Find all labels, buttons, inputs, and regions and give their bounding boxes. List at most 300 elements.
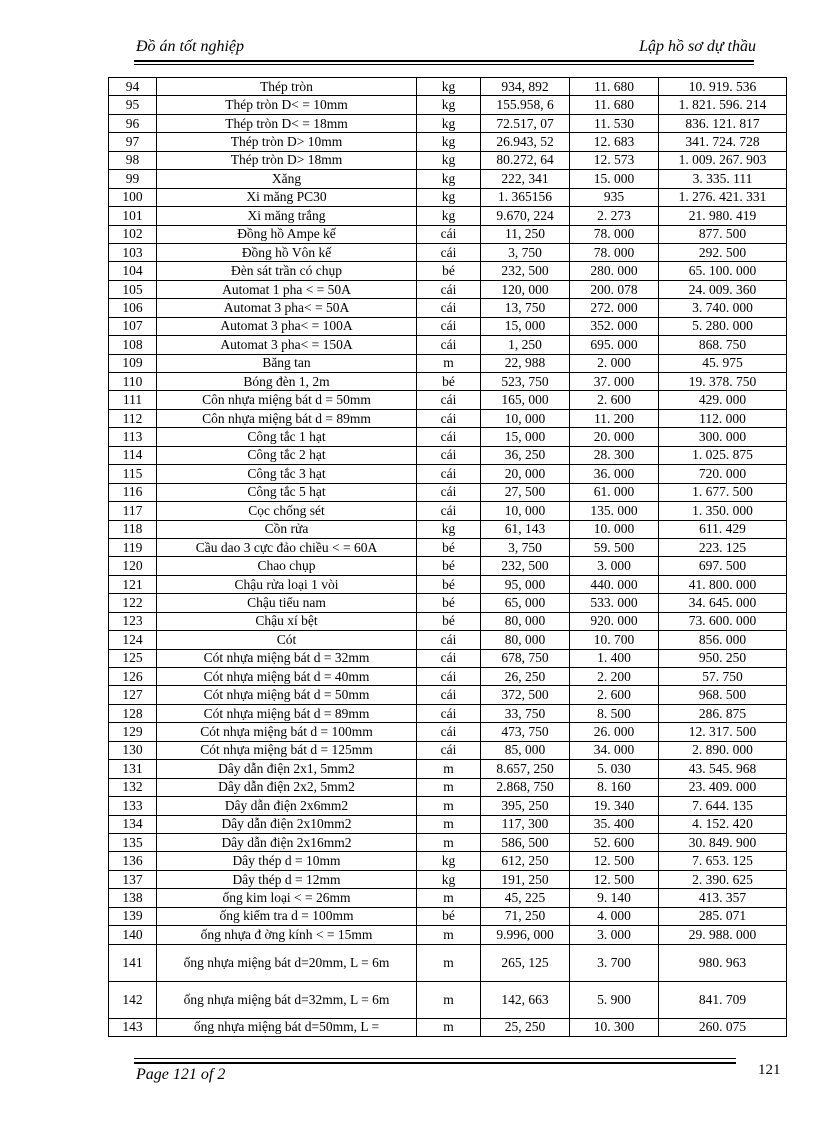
unit-cell: cái xyxy=(417,502,481,520)
row-number-cell: 99 xyxy=(109,170,157,188)
unit-price-cell: 11. 530 xyxy=(570,114,659,132)
row-number-cell: 136 xyxy=(109,852,157,870)
row-number-cell: 128 xyxy=(109,704,157,722)
unit-cell: cái xyxy=(417,280,481,298)
quantity-cell: 117, 300 xyxy=(481,815,570,833)
unit-price-cell: 11. 680 xyxy=(570,78,659,96)
total-amount-cell: 836. 121. 817 xyxy=(659,114,787,132)
table-row xyxy=(109,944,787,981)
quantity-cell: 142, 663 xyxy=(481,981,570,1018)
quantity-cell: 27, 500 xyxy=(481,483,570,501)
quantity-cell: 15, 000 xyxy=(481,317,570,335)
unit-cell: kg xyxy=(417,96,481,114)
table-row xyxy=(109,446,787,464)
quantity-cell: 3, 750 xyxy=(481,243,570,261)
total-amount-cell: 286. 875 xyxy=(659,704,787,722)
total-amount-cell: 112. 000 xyxy=(659,409,787,427)
table-row xyxy=(109,723,787,741)
row-number-cell: 120 xyxy=(109,557,157,575)
row-number-cell: 142 xyxy=(109,981,157,1018)
unit-price-cell: 15. 000 xyxy=(570,170,659,188)
quantity-cell: 8.657, 250 xyxy=(481,760,570,778)
unit-cell: cái xyxy=(417,668,481,686)
unit-cell: bé xyxy=(417,373,481,391)
table-row xyxy=(109,188,787,206)
total-amount-cell: 429. 000 xyxy=(659,391,787,409)
material-name-cell: Automat 1 pha < = 50A xyxy=(157,280,417,298)
table-row xyxy=(109,373,787,391)
material-name-cell: Cót nhựa miệng bát d = 50mm xyxy=(157,686,417,704)
table-row xyxy=(109,538,787,556)
material-name-cell: Automat 3 pha< = 100A xyxy=(157,317,417,335)
total-amount-cell: 300. 000 xyxy=(659,428,787,446)
unit-price-cell: 36. 000 xyxy=(570,465,659,483)
unit-cell: cái xyxy=(417,243,481,261)
quantity-cell: 232, 500 xyxy=(481,262,570,280)
material-name-cell: Dây dẫn điện 2x6mm2 xyxy=(157,797,417,815)
unit-price-cell: 35. 400 xyxy=(570,815,659,833)
unit-price-cell: 2. 000 xyxy=(570,354,659,372)
material-name-cell: Công tắc 3 hạt xyxy=(157,465,417,483)
unit-cell: cái xyxy=(417,723,481,741)
row-number-cell: 112 xyxy=(109,409,157,427)
unit-cell: m xyxy=(417,797,481,815)
material-name-cell: ống nhựa miệng bát d=32mm, L = 6m xyxy=(157,981,417,1018)
quantity-cell: 191, 250 xyxy=(481,870,570,888)
total-amount-cell: 413. 357 xyxy=(659,889,787,907)
table-row xyxy=(109,1018,787,1036)
quantity-cell: 45, 225 xyxy=(481,889,570,907)
unit-cell: cái xyxy=(417,336,481,354)
quantity-cell: 934, 892 xyxy=(481,78,570,96)
total-amount-cell: 23. 409. 000 xyxy=(659,778,787,796)
total-amount-cell: 21. 980. 419 xyxy=(659,207,787,225)
quantity-cell: 165, 000 xyxy=(481,391,570,409)
row-number-cell: 113 xyxy=(109,428,157,446)
row-number-cell: 141 xyxy=(109,944,157,981)
material-name-cell: Cọc chống sét xyxy=(157,502,417,520)
table-row xyxy=(109,612,787,630)
unit-cell: cái xyxy=(417,446,481,464)
table-row xyxy=(109,391,787,409)
unit-price-cell: 52. 600 xyxy=(570,833,659,851)
quantity-cell: 80, 000 xyxy=(481,612,570,630)
table-row xyxy=(109,926,787,944)
material-name-cell: Thép tròn xyxy=(157,78,417,96)
total-amount-cell: 1. 821. 596. 214 xyxy=(659,96,787,114)
row-number-cell: 109 xyxy=(109,354,157,372)
row-number-cell: 104 xyxy=(109,262,157,280)
table-row xyxy=(109,649,787,667)
quantity-cell: 95, 000 xyxy=(481,575,570,593)
row-number-cell: 118 xyxy=(109,520,157,538)
quantity-cell: 22, 988 xyxy=(481,354,570,372)
material-name-cell: ống nhựa miệng bát d=50mm, L = xyxy=(157,1018,417,1036)
unit-price-cell: 4. 000 xyxy=(570,907,659,925)
row-number-cell: 123 xyxy=(109,612,157,630)
total-amount-cell: 292. 500 xyxy=(659,243,787,261)
unit-cell: kg xyxy=(417,170,481,188)
unit-price-cell: 34. 000 xyxy=(570,741,659,759)
material-name-cell: Dây thép d = 12mm xyxy=(157,870,417,888)
row-number-cell: 100 xyxy=(109,188,157,206)
quantity-cell: 65, 000 xyxy=(481,594,570,612)
unit-cell: bé xyxy=(417,538,481,556)
material-name-cell: Chậu tiểu nam xyxy=(157,594,417,612)
total-amount-cell: 29. 988. 000 xyxy=(659,926,787,944)
row-number-cell: 138 xyxy=(109,889,157,907)
row-number-cell: 137 xyxy=(109,870,157,888)
material-name-cell: Chậu xí bệt xyxy=(157,612,417,630)
unit-price-cell: 78. 000 xyxy=(570,243,659,261)
total-amount-cell: 3. 335. 111 xyxy=(659,170,787,188)
total-amount-cell: 7. 644. 135 xyxy=(659,797,787,815)
unit-price-cell: 2. 600 xyxy=(570,391,659,409)
unit-price-cell: 2. 200 xyxy=(570,668,659,686)
quantity-cell: 15, 000 xyxy=(481,428,570,446)
materials-table-body xyxy=(109,78,787,1037)
quantity-cell: 9.996, 000 xyxy=(481,926,570,944)
table-row xyxy=(109,981,787,1018)
quantity-cell: 85, 000 xyxy=(481,741,570,759)
header-document-title: Đồ án tốt nghiệp xyxy=(136,38,244,55)
unit-cell: cái xyxy=(417,631,481,649)
quantity-cell: 80.272, 64 xyxy=(481,151,570,169)
unit-cell: bé xyxy=(417,907,481,925)
total-amount-cell: 10. 919. 536 xyxy=(659,78,787,96)
table-row xyxy=(109,483,787,501)
quantity-cell: 232, 500 xyxy=(481,557,570,575)
row-number-cell: 94 xyxy=(109,78,157,96)
material-name-cell: Cót nhựa miệng bát d = 32mm xyxy=(157,649,417,667)
unit-cell: bé xyxy=(417,557,481,575)
quantity-cell: 80, 000 xyxy=(481,631,570,649)
material-name-cell: Đèn sát trần có chụp xyxy=(157,262,417,280)
quantity-cell: 395, 250 xyxy=(481,797,570,815)
table-row xyxy=(109,317,787,335)
table-row xyxy=(109,299,787,317)
row-number-cell: 131 xyxy=(109,760,157,778)
unit-price-cell: 20. 000 xyxy=(570,428,659,446)
total-amount-cell: 3. 740. 000 xyxy=(659,299,787,317)
unit-cell: m xyxy=(417,889,481,907)
unit-cell: bé xyxy=(417,575,481,593)
material-name-cell: Cót nhựa miệng bát d = 40mm xyxy=(157,668,417,686)
unit-price-cell: 695. 000 xyxy=(570,336,659,354)
unit-cell: cái xyxy=(417,741,481,759)
unit-cell: cái xyxy=(417,317,481,335)
material-name-cell: Đồng hồ Vôn kế xyxy=(157,243,417,261)
table-row xyxy=(109,336,787,354)
unit-price-cell: 3. 000 xyxy=(570,926,659,944)
unit-price-cell: 78. 000 xyxy=(570,225,659,243)
row-number-cell: 111 xyxy=(109,391,157,409)
unit-price-cell: 11. 680 xyxy=(570,96,659,114)
table-row xyxy=(109,889,787,907)
unit-cell: kg xyxy=(417,870,481,888)
footer-page-number: 121 xyxy=(758,1062,781,1078)
unit-cell: cái xyxy=(417,465,481,483)
material-name-cell: ống nhựa miệng bát d=20mm, L = 6m xyxy=(157,944,417,981)
row-number-cell: 103 xyxy=(109,243,157,261)
total-amount-cell: 856. 000 xyxy=(659,631,787,649)
row-number-cell: 116 xyxy=(109,483,157,501)
quantity-cell: 25, 250 xyxy=(481,1018,570,1036)
row-number-cell: 125 xyxy=(109,649,157,667)
unit-price-cell: 12. 500 xyxy=(570,870,659,888)
table-row xyxy=(109,760,787,778)
row-number-cell: 102 xyxy=(109,225,157,243)
total-amount-cell: 2. 890. 000 xyxy=(659,741,787,759)
material-name-cell: Dây dẫn điện 2x2, 5mm2 xyxy=(157,778,417,796)
total-amount-cell: 950. 250 xyxy=(659,649,787,667)
unit-cell: kg xyxy=(417,188,481,206)
unit-cell: cái xyxy=(417,649,481,667)
table-row xyxy=(109,815,787,833)
unit-price-cell: 5. 030 xyxy=(570,760,659,778)
unit-cell: bé xyxy=(417,262,481,280)
material-name-cell: Thép tròn D< = 18mm xyxy=(157,114,417,132)
total-amount-cell: 19. 378. 750 xyxy=(659,373,787,391)
total-amount-cell: 73. 600. 000 xyxy=(659,612,787,630)
material-name-cell: ống kiểm tra d = 100mm xyxy=(157,907,417,925)
total-amount-cell: 697. 500 xyxy=(659,557,787,575)
row-number-cell: 95 xyxy=(109,96,157,114)
row-number-cell: 124 xyxy=(109,631,157,649)
total-amount-cell: 34. 645. 000 xyxy=(659,594,787,612)
total-amount-cell: 868. 750 xyxy=(659,336,787,354)
total-amount-cell: 877. 500 xyxy=(659,225,787,243)
quantity-cell: 61, 143 xyxy=(481,520,570,538)
unit-price-cell: 1. 400 xyxy=(570,649,659,667)
total-amount-cell: 1. 009. 267. 903 xyxy=(659,151,787,169)
material-name-cell: ống kim loại < = 26mm xyxy=(157,889,417,907)
quantity-cell: 586, 500 xyxy=(481,833,570,851)
unit-price-cell: 61. 000 xyxy=(570,483,659,501)
quantity-cell: 26, 250 xyxy=(481,668,570,686)
unit-price-cell: 12. 500 xyxy=(570,852,659,870)
material-name-cell: Đồng hồ Ampe kế xyxy=(157,225,417,243)
row-number-cell: 132 xyxy=(109,778,157,796)
row-number-cell: 101 xyxy=(109,207,157,225)
material-name-cell: Cót nhựa miệng bát d = 89mm xyxy=(157,704,417,722)
table-row xyxy=(109,465,787,483)
quantity-cell: 265, 125 xyxy=(481,944,570,981)
table-row xyxy=(109,741,787,759)
material-name-cell: Dây thép d = 10mm xyxy=(157,852,417,870)
row-number-cell: 115 xyxy=(109,465,157,483)
unit-price-cell: 352. 000 xyxy=(570,317,659,335)
material-name-cell: Xăng xyxy=(157,170,417,188)
material-name-cell: Cầu dao 3 cực đảo chiều < = 60A xyxy=(157,538,417,556)
materials-table xyxy=(108,77,787,1037)
unit-cell: m xyxy=(417,778,481,796)
material-name-cell: Dây dẫn điện 2x10mm2 xyxy=(157,815,417,833)
unit-cell: cái xyxy=(417,391,481,409)
total-amount-cell: 720. 000 xyxy=(659,465,787,483)
row-number-cell: 97 xyxy=(109,133,157,151)
row-number-cell: 119 xyxy=(109,538,157,556)
quantity-cell: 13, 750 xyxy=(481,299,570,317)
total-amount-cell: 968. 500 xyxy=(659,686,787,704)
row-number-cell: 140 xyxy=(109,926,157,944)
unit-price-cell: 200. 078 xyxy=(570,280,659,298)
quantity-cell: 120, 000 xyxy=(481,280,570,298)
table-row xyxy=(109,907,787,925)
row-number-cell: 143 xyxy=(109,1018,157,1036)
unit-cell: kg xyxy=(417,78,481,96)
total-amount-cell: 223. 125 xyxy=(659,538,787,556)
row-number-cell: 96 xyxy=(109,114,157,132)
material-name-cell: Xi măng trắng xyxy=(157,207,417,225)
table-row xyxy=(109,354,787,372)
unit-price-cell: 3. 700 xyxy=(570,944,659,981)
table-row xyxy=(109,409,787,427)
row-number-cell: 106 xyxy=(109,299,157,317)
quantity-cell: 9.670, 224 xyxy=(481,207,570,225)
material-name-cell: Băng tan xyxy=(157,354,417,372)
unit-price-cell: 280. 000 xyxy=(570,262,659,280)
unit-price-cell: 8. 160 xyxy=(570,778,659,796)
table-row xyxy=(109,686,787,704)
quantity-cell: 10, 000 xyxy=(481,409,570,427)
header-section-title: Lập hồ sơ dự thầu xyxy=(639,38,756,55)
table-row xyxy=(109,262,787,280)
table-row xyxy=(109,797,787,815)
total-amount-cell: 1. 025. 875 xyxy=(659,446,787,464)
row-number-cell: 135 xyxy=(109,833,157,851)
quantity-cell: 20, 000 xyxy=(481,465,570,483)
unit-cell: m xyxy=(417,944,481,981)
total-amount-cell: 43. 545. 968 xyxy=(659,760,787,778)
material-name-cell: Cồn rửa xyxy=(157,520,417,538)
unit-price-cell: 533. 000 xyxy=(570,594,659,612)
footer-rule xyxy=(134,1062,736,1064)
table-row xyxy=(109,575,787,593)
unit-price-cell: 935 xyxy=(570,188,659,206)
table-row xyxy=(109,833,787,851)
total-amount-cell: 1. 677. 500 xyxy=(659,483,787,501)
header-rule xyxy=(134,60,754,62)
material-name-cell: Cót nhựa miệng bát d = 125mm xyxy=(157,741,417,759)
total-amount-cell: 24. 009. 360 xyxy=(659,280,787,298)
table-row xyxy=(109,133,787,151)
table-row xyxy=(109,870,787,888)
unit-price-cell: 8. 500 xyxy=(570,704,659,722)
row-number-cell: 130 xyxy=(109,741,157,759)
unit-price-cell: 440. 000 xyxy=(570,575,659,593)
table-row xyxy=(109,557,787,575)
unit-cell: bé xyxy=(417,612,481,630)
table-row xyxy=(109,778,787,796)
table-row xyxy=(109,631,787,649)
row-number-cell: 134 xyxy=(109,815,157,833)
unit-cell: cái xyxy=(417,428,481,446)
total-amount-cell: 285. 071 xyxy=(659,907,787,925)
unit-price-cell: 10. 700 xyxy=(570,631,659,649)
unit-price-cell: 28. 300 xyxy=(570,446,659,464)
table-row xyxy=(109,78,787,96)
row-number-cell: 126 xyxy=(109,668,157,686)
material-name-cell: Xi măng PC30 xyxy=(157,188,417,206)
quantity-cell: 473, 750 xyxy=(481,723,570,741)
quantity-cell: 372, 500 xyxy=(481,686,570,704)
material-name-cell: ống nhựa đ ờng kính < = 15mm xyxy=(157,926,417,944)
unit-cell: m xyxy=(417,354,481,372)
material-name-cell: Cót nhựa miệng bát d = 100mm xyxy=(157,723,417,741)
material-name-cell: Cót xyxy=(157,631,417,649)
unit-price-cell: 920. 000 xyxy=(570,612,659,630)
material-name-cell: Bóng đèn 1, 2m xyxy=(157,373,417,391)
material-name-cell: Công tắc 2 hạt xyxy=(157,446,417,464)
quantity-cell: 11, 250 xyxy=(481,225,570,243)
material-name-cell: Côn nhựa miệng bát d = 50mm xyxy=(157,391,417,409)
row-number-cell: 133 xyxy=(109,797,157,815)
table-row xyxy=(109,225,787,243)
material-name-cell: Dây dẫn điện 2x16mm2 xyxy=(157,833,417,851)
unit-cell: kg xyxy=(417,133,481,151)
unit-cell: m xyxy=(417,815,481,833)
unit-price-cell: 19. 340 xyxy=(570,797,659,815)
row-number-cell: 114 xyxy=(109,446,157,464)
quantity-cell: 1. 365156 xyxy=(481,188,570,206)
quantity-cell: 222, 341 xyxy=(481,170,570,188)
table-row xyxy=(109,594,787,612)
unit-cell: cái xyxy=(417,704,481,722)
unit-price-cell: 37. 000 xyxy=(570,373,659,391)
row-number-cell: 108 xyxy=(109,336,157,354)
material-name-cell: Thép tròn D< = 10mm xyxy=(157,96,417,114)
footer-page-label: Page 121 of 2 xyxy=(136,1066,226,1083)
unit-cell: kg xyxy=(417,114,481,132)
total-amount-cell: 7. 653. 125 xyxy=(659,852,787,870)
unit-cell: m xyxy=(417,1018,481,1036)
total-amount-cell: 5. 280. 000 xyxy=(659,317,787,335)
table-row xyxy=(109,852,787,870)
unit-price-cell: 10. 300 xyxy=(570,1018,659,1036)
unit-cell: bé xyxy=(417,594,481,612)
footer-rule-thin xyxy=(134,1058,736,1059)
quantity-cell: 26.943, 52 xyxy=(481,133,570,151)
quantity-cell: 612, 250 xyxy=(481,852,570,870)
material-name-cell: Công tắc 5 hạt xyxy=(157,483,417,501)
table-row xyxy=(109,243,787,261)
material-name-cell: Automat 3 pha< = 50A xyxy=(157,299,417,317)
table-row xyxy=(109,502,787,520)
unit-price-cell: 26. 000 xyxy=(570,723,659,741)
unit-cell: m xyxy=(417,981,481,1018)
unit-price-cell: 5. 900 xyxy=(570,981,659,1018)
table-row xyxy=(109,96,787,114)
row-number-cell: 107 xyxy=(109,317,157,335)
quantity-cell: 1, 250 xyxy=(481,336,570,354)
unit-price-cell: 12. 573 xyxy=(570,151,659,169)
material-name-cell: Thép tròn D> 18mm xyxy=(157,151,417,169)
quantity-cell: 71, 250 xyxy=(481,907,570,925)
unit-cell: cái xyxy=(417,409,481,427)
total-amount-cell: 45. 975 xyxy=(659,354,787,372)
table-row xyxy=(109,704,787,722)
table-row xyxy=(109,151,787,169)
unit-price-cell: 9. 140 xyxy=(570,889,659,907)
row-number-cell: 127 xyxy=(109,686,157,704)
quantity-cell: 678, 750 xyxy=(481,649,570,667)
unit-price-cell: 135. 000 xyxy=(570,502,659,520)
row-number-cell: 122 xyxy=(109,594,157,612)
unit-price-cell: 2. 273 xyxy=(570,207,659,225)
unit-cell: cái xyxy=(417,225,481,243)
total-amount-cell: 260. 075 xyxy=(659,1018,787,1036)
